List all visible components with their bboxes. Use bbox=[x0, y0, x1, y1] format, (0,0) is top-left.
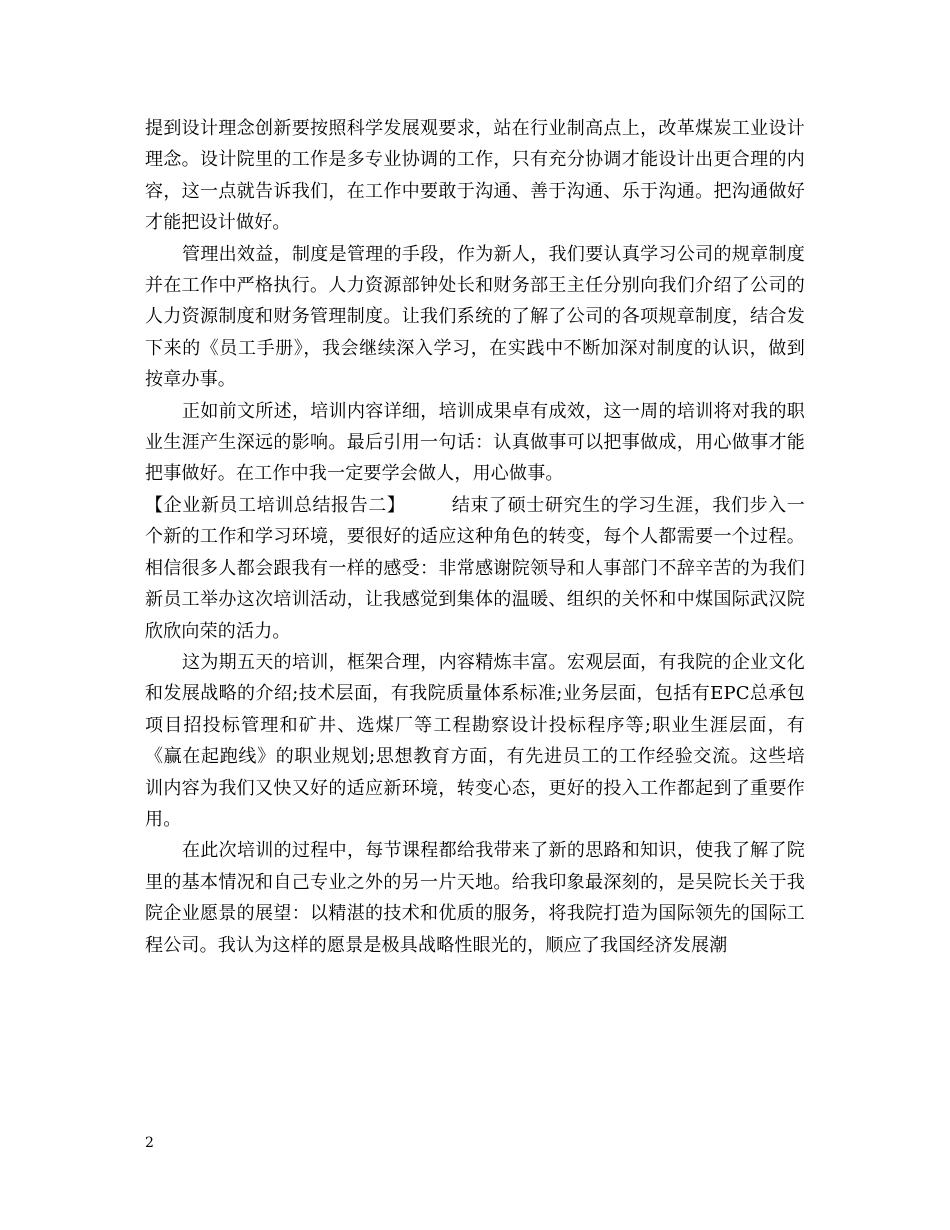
paragraph-conclusion: 正如前文所述，培训内容详细，培训成果卓有成效，这一周的培训将对我的职业生涯产生深远的影响。最后引用一句话：认真做事可以把事做成，用心做事才能把事做好。在工作中我一定要学会做人，用心做事。 bbox=[145, 400, 805, 485]
paragraph-design-concept: 提到设计理念创新要按照科学发展观要求，站在行业制高点上，改革煤炭工业设计理念。设计院里的工作是多专业协调的工作，只有充分协调才能设计出更合理的内容，这一点就告诉我们，在工作中要敢于沟通、善于沟通、乐于沟通。把沟通做好才能把设计做好。 bbox=[145, 118, 805, 234]
paragraph-training-content: 这为期五天的培训，框架合理，内容精炼丰富。宏观层面，有我院的企业文化和发展战略的介绍;技术层面，有我院质量体系标准;业务层面，包括有EPC总承包项目招投标管理和矿井、选煤厂等工程勘察设计投标程序等;职业生涯层面，有《赢在起跑线》的职业规划;思想教育方面，有先进员工的工作经验交流。这些培训内容为我们又快又好的适应新环境，转变心态，更好的投入工作都起到了重要作用。 bbox=[145, 651, 805, 830]
section-heading: 【企业新员工培训总结报告二】 bbox=[145, 494, 406, 516]
section-first-paragraph: 结束了硕士研究生的学习生涯，我们步入一个新的工作和学习环境，要很好的适应这种角色的转变，每个人都需要一个过程。相信很多人都会跟我有一样的感受：非常感谢院领导和人事部门不辞辛苦的为我们新员工举办这次培训活动，让我感觉到集体的温暖、组织的关怀和中煤国际武汉院欣欣向荣的活力。 bbox=[145, 494, 805, 642]
paragraph-training-impressions: 在此次培训的过程中，每节课程都给我带来了新的思路和知识，使我了解了院里的基本情况和自己专业之外的另一片天地。给我印象最深刻的，是吴院长关于我院企业愿景的展望：以精湛的技术和优质的服务，将我院打造为国际领先的国际工程公司。我认为这样的愿景是极具战略性眼光的，顺应了我国经济发展潮 bbox=[145, 840, 805, 956]
document-body bbox=[145, 113, 805, 961]
page-number: 2 bbox=[145, 1135, 154, 1151]
section-two-opening bbox=[145, 490, 805, 647]
paragraph-management-system: 管理出效益，制度是管理的手段，作为新人，我们要认真学习公司的规章制度并在工作中严格执行。人力资源部钟处长和财务部王主任分别向我们介绍了公司的人力资源制度和财务管理制度。让我们系统的了解了公司的各项规章制度，结合发下来的《员工手册》，我会继续深入学习，在实践中不断加深对制度的认识，做到按章办事。 bbox=[145, 243, 805, 391]
